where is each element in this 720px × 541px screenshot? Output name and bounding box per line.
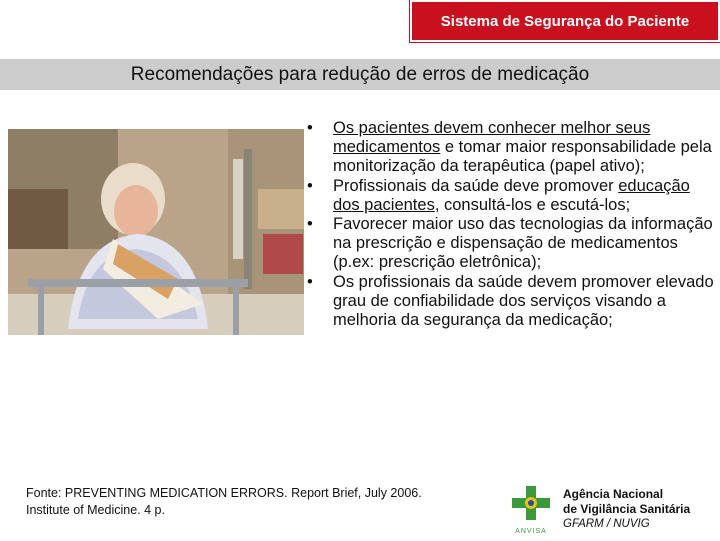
bullet-4-text: Os profissionais da saúde devem promover elevado grau de confiabilidade dos serviços visando a melhoria da segurança da medicação; — [333, 272, 714, 330]
patient-photo — [8, 129, 304, 335]
anvisa-logo-text: ANVISA — [515, 528, 547, 535]
system-header-box — [410, 0, 720, 42]
recommendations-list — [305, 119, 715, 330]
bullet-symbol: • — [307, 272, 313, 291]
bullet-1-text: e tomar maior responsabilidade pela monitorização da terapêutica (papel ativo); — [333, 138, 712, 176]
list-item — [305, 215, 715, 273]
bullet-2-pre: Profissionais da saúde deve promover — [333, 176, 619, 195]
bullet-1-underlined: Os pacientes devem conhecer melhor seus medicamentos — [333, 119, 651, 157]
agency-block — [563, 487, 690, 532]
agency-line-1: Agência Nacional — [563, 487, 664, 501]
slide-title: Recomendações para redução de erros de medicação — [130, 63, 590, 85]
list-item — [305, 273, 715, 331]
bullet-symbol: • — [307, 215, 313, 234]
list-item — [305, 177, 715, 215]
bullet-3-text: Favorecer maior uso das tecnologias da informação na prescrição e dispensação de medicamentos (p.ex: prescrição eletrônica); — [333, 215, 713, 272]
anvisa-logo-icon — [506, 484, 556, 536]
list-item — [305, 119, 715, 177]
source-line-2: Institute of Medicine. 4 p. — [26, 503, 165, 517]
source-citation — [26, 485, 422, 519]
bullet-2-underlined: educação dos pacientes — [333, 176, 690, 214]
source-line-1: Fonte: PREVENTING MEDICATION ERRORS. Report Brief, July 2006. — [26, 486, 422, 500]
agency-line-2: de Vigilância Sanitária — [563, 502, 691, 516]
bullet-symbol: • — [307, 176, 313, 195]
title-bar — [0, 59, 720, 90]
bullet-2-text: , consultá-los e escutá-los; — [434, 195, 631, 214]
patient-photo-illustration — [8, 129, 304, 335]
system-label: Sistema de Segurança do Paciente — [440, 12, 690, 30]
agency-line-3: GFARM / NUVIG — [563, 518, 650, 530]
bullet-symbol: • — [307, 119, 313, 137]
anvisa-logo — [506, 484, 556, 536]
